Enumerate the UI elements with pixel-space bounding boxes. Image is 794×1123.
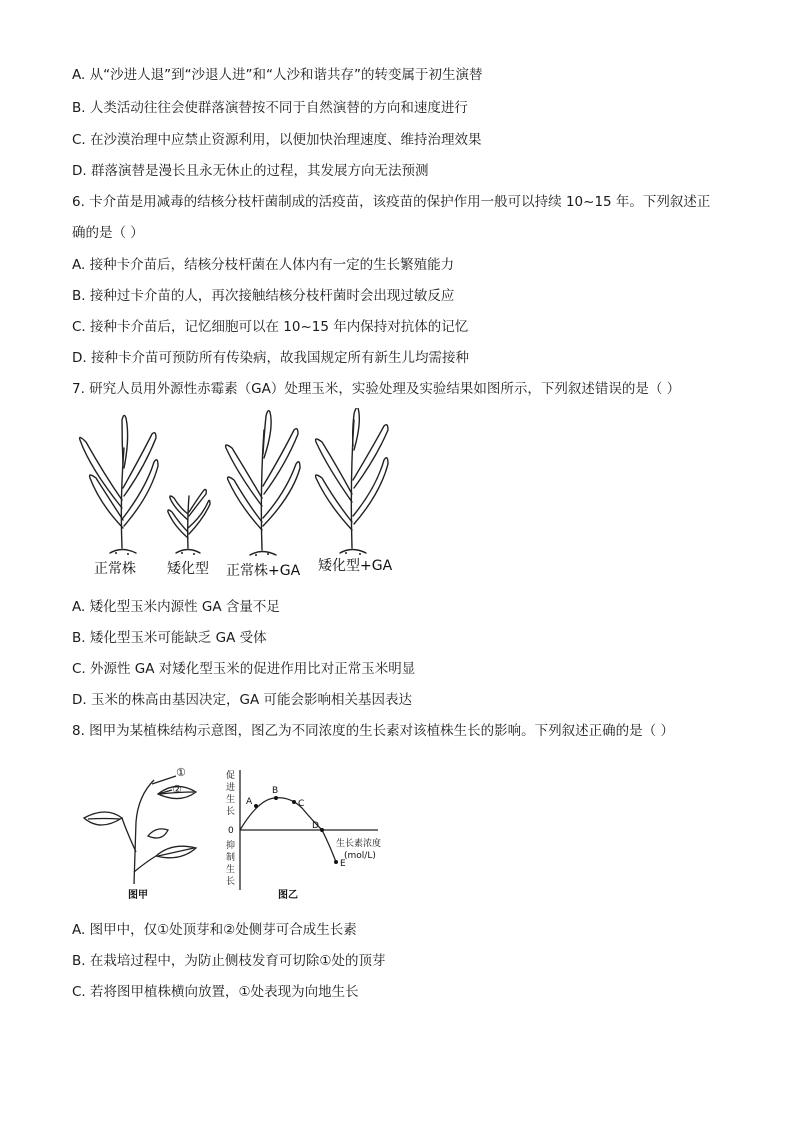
q5-option-b: B. 人类活动往往会使群落演替按不同于自然演替的方向和速度进行 [72,100,468,116]
q7-option-d: D. 玉米的株高由基因决定，GA 可能会影响相关基因表达 [72,692,412,708]
x-axis-unit: (mol/L) [344,851,376,861]
point-c: C [298,799,305,809]
q6-option-a: A. 接种卡介苗后，结核分枝杆菌在人体内有一定的生长繁殖能力 [72,257,455,273]
y-upper-4: 长 [226,807,236,817]
marker-2: ② [172,783,182,796]
label-dwarf-ga: 矮化型+GA [318,558,393,574]
q6-stem-line1: 6. 卡介苗是用减毒的结核分枝杆菌制成的活疫苗，该疫苗的保护作用一般可以持续 10~15 年。下列叙述正 [72,194,711,210]
q6-stem-line2: 确的是（ ） [72,225,144,241]
fig-b-label: 图乙 [278,890,298,901]
q6-option-b: B. 接种过卡介苗的人，再次接触结核分枝杆菌时会出现过敏反应 [72,288,455,304]
y-lower-1: 抑 [226,841,236,851]
q7-option-b: B. 矮化型玉米可能缺乏 GA 受体 [72,630,267,646]
y-lower-2: 制 [226,853,236,863]
y-lower-3: 生 [226,865,236,875]
q5-option-d: D. 群落演替是漫长且永无休止的过程，其发展方向无法预测 [72,163,429,179]
label-normal: 正常株 [94,561,136,577]
y-upper-3: 生 [226,795,236,805]
q8-option-c: C. 若将图甲植株横向放置，①处表现为向地生长 [72,984,359,1000]
y-lower-4: 长 [226,877,236,887]
q6-option-d: D. 接种卡介苗可预防所有传染病，故我国规定所有新生儿均需接种 [72,350,469,366]
q8-stem: 8. 图甲为某植株结构示意图，图乙为不同浓度的生长素对该植株生长的影响。下列叙述正确的是（ ） [72,723,674,739]
label-dwarf: 矮化型 [167,561,209,577]
q6-option-c: C. 接种卡介苗后，记忆细胞可以在 10~15 年内保持对抗体的记忆 [72,319,469,335]
point-a: A [246,797,253,807]
plant-normal-ga [226,411,300,555]
y-upper-2: 进 [226,783,236,793]
x-axis-label: 生长素浓度 [336,839,382,849]
corn-plants-figure [70,408,410,583]
q5-option-c: C. 在沙漠治理中应禁止资源利用，以便加快治理速度、维持治理效果 [72,132,482,148]
plant-dwarf-ga [316,408,388,553]
auxin-curve-figure [218,760,398,902]
y-zero: 0 [228,826,234,836]
q5-option-a: A. 从“沙进人退”到“沙退人进”和“人沙和谐共存”的转变属于初生演替 [72,67,483,83]
q7-option-c: C. 外源性 GA 对矮化型玉米的促进作用比对正常玉米明显 [72,661,416,677]
plant-structure-figure [76,762,206,902]
point-d: D [312,821,319,831]
plant-dwarf [168,490,210,554]
y-upper-1: 促 [226,771,236,781]
label-normal-ga: 正常株+GA [226,563,301,579]
q7-stem: 7. 研究人员用外源性赤霉素（GA）处理玉米，实验处理及实验结果如图所示，下列叙述错误的是（ ） [72,381,681,397]
point-e: E [340,859,346,869]
plant-normal [80,415,158,553]
marker-1: ① [176,766,186,779]
q8-option-a: A. 图甲中，仅①处顶芽和②处侧芽可合成生长素 [72,922,357,938]
fig-a-label: 图甲 [128,890,148,901]
point-b: B [272,786,279,796]
q7-option-a: A. 矮化型玉米内源性 GA 含量不足 [72,599,280,615]
q8-option-b: B. 在栽培过程中，为防止侧枝发育可切除①处的顶芽 [72,953,386,969]
